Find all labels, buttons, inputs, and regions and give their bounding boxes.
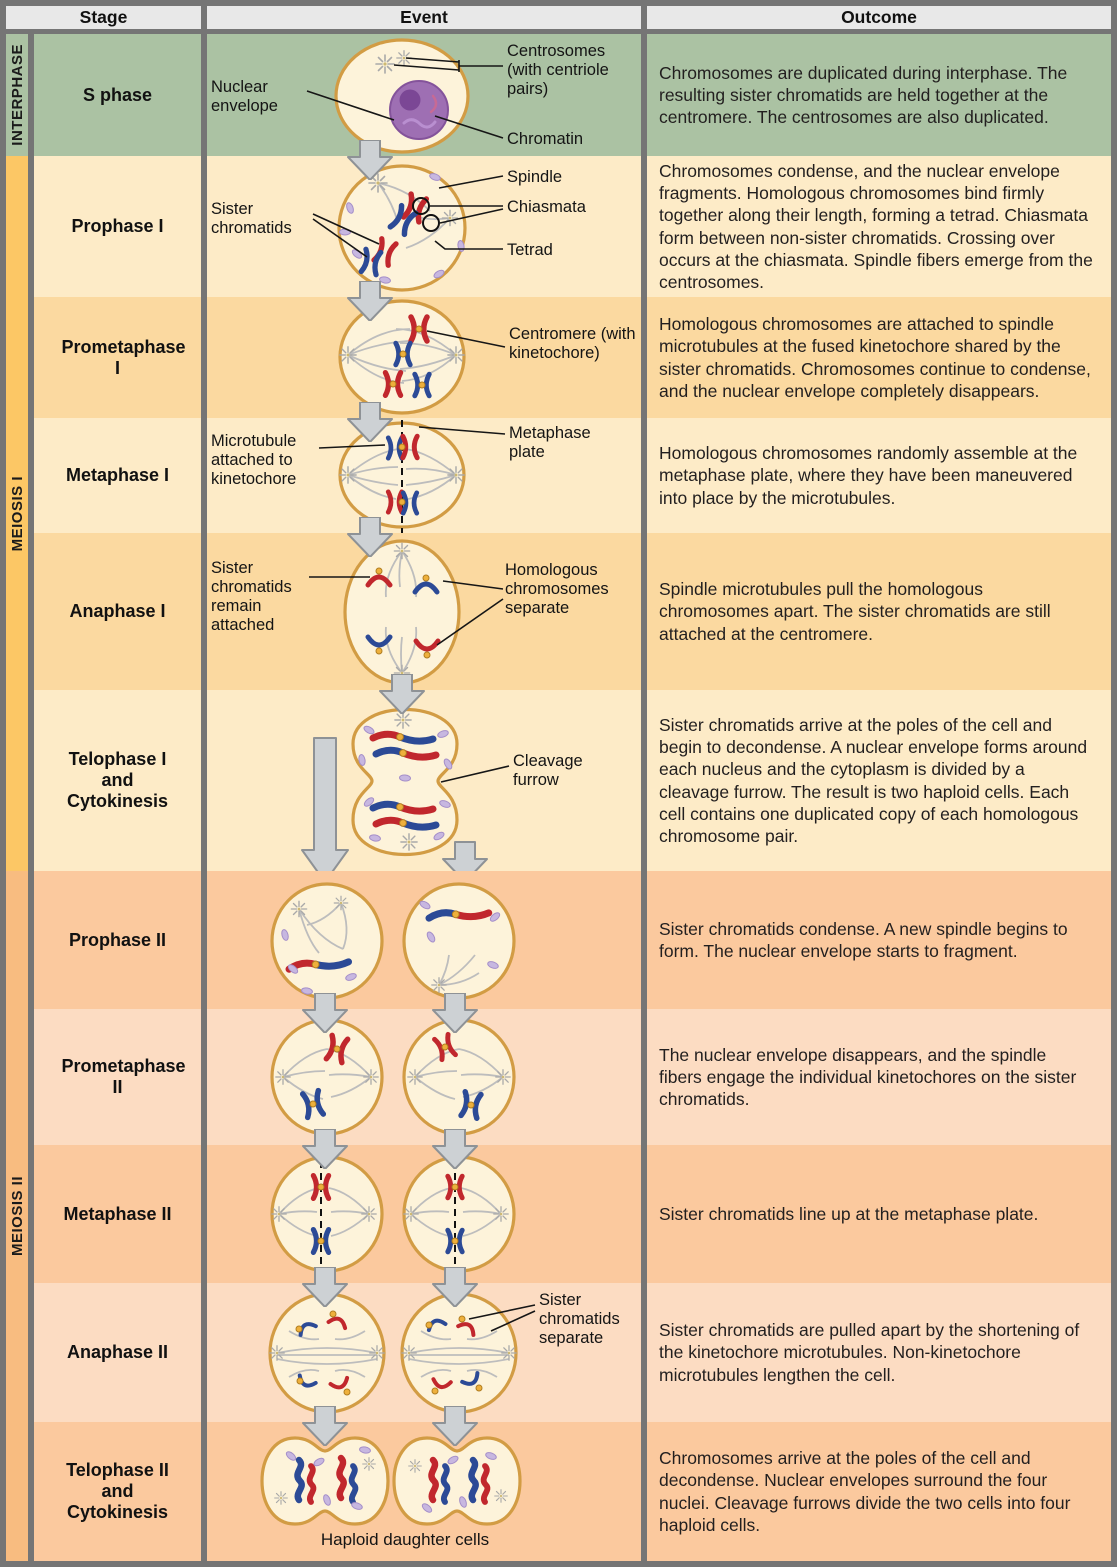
- stage-prometaphase-2: Prometaphase II: [34, 1009, 201, 1145]
- stage-anaphase-1: Anaphase I: [34, 533, 201, 690]
- event-prophase-2: [207, 871, 641, 1009]
- outcome-anaphase-2: Sister chromatids are pulled apart by the shortening of the kinetochore microtubules. Non-kinetochore microtubules lengthen the cell.: [647, 1283, 1111, 1422]
- label-sister-chromatids: Sister chromatids: [211, 200, 292, 238]
- outcome-header-label: Outcome: [841, 7, 917, 27]
- outcome-prometaphase-2: The nuclear envelope disappears, and the spindle fibers engage the individual kinetochores on the sister chromatids.: [647, 1009, 1111, 1145]
- label-nuclear-envelope: Nuclear envelope: [211, 78, 278, 116]
- column-header-event: [207, 6, 641, 34]
- label-microtubule-kinetochore: Microtubule attached to kinetochore: [211, 432, 297, 489]
- meiosis1-label: MEIOSIS I: [8, 475, 26, 552]
- stage-metaphase-1: Metaphase I: [34, 418, 201, 533]
- arrow-down-icon: [432, 993, 478, 1038]
- arrow-down-icon: [432, 1267, 478, 1312]
- event-header-label: Event: [400, 7, 448, 27]
- label-cleavage-furrow: Cleavage furrow: [513, 752, 583, 790]
- event-anaphase-2: [207, 1283, 641, 1422]
- stage-telophase-1: Telophase I and Cytokinesis: [34, 690, 201, 871]
- stage-prophase-1: Prophase I: [34, 156, 201, 297]
- outcome-prophase-2: Sister chromatids condense. A new spindle begins to form. The nuclear envelope starts to fragment.: [647, 871, 1111, 1009]
- arrow-down-icon: [347, 517, 393, 562]
- arrow-down-icon: [302, 1129, 348, 1174]
- stage-s-phase: S phase: [34, 34, 201, 156]
- outcome-s-phase: Chromosomes are duplicated during interphase. The resulting sister chromatids are held together at the centromere. The centrosomes are also duplicated.: [647, 34, 1111, 156]
- meiosis1-strip: [6, 156, 28, 871]
- event-metaphase-2: [207, 1145, 641, 1283]
- outcome-prometaphase-1: Homologous chromosomes are attached to spindle microtubules at the fused kinetochore shared by the sister chromatids. Chromosomes continue to condense, and the nuclear envelope completely disappears.: [647, 297, 1111, 418]
- event-s-phase: [207, 34, 641, 156]
- label-sister-chromatids-separate: Sister chromatids separate: [539, 1291, 620, 1348]
- arrow-down-icon: [302, 993, 348, 1038]
- outcome-metaphase-1: Homologous chromosomes randomly assemble at the metaphase plate, where they have been maneuvered into place by the microtubules.: [647, 418, 1111, 533]
- label-chiasmata: Chiasmata: [507, 198, 586, 216]
- interphase-label: INTERPHASE: [8, 44, 26, 146]
- stage-telophase-2: Telophase II and Cytokinesis: [34, 1422, 201, 1561]
- label-metaphase-plate: Metaphase plate: [509, 424, 591, 462]
- interphase-strip: [6, 34, 28, 156]
- arrow-down-icon: [432, 1129, 478, 1174]
- event-anaphase-1: [207, 533, 641, 690]
- event-telophase-2: [207, 1422, 641, 1561]
- outcome-anaphase-1: Spindle microtubules pull the homologous chromosomes apart. The sister chromatids are still attached at the centromere.: [647, 533, 1111, 690]
- outcome-prophase-1: Chromosomes condense, and the nuclear envelope fragments. Homologous chromosomes bind firmly together along their length, forming a tetrad. Chiasmata form between non-sister chromatids. Crossing over occurs at the chiasmata. Spindle fibers emerge from the centrosomes.: [647, 156, 1111, 297]
- arrow-long-down-icon: [302, 738, 348, 882]
- outcome-telophase-1: Sister chromatids arrive at the poles of the cell and begin to decondense. A nuclear envelope forms around each nucleus and the cytoplasm is divided by a cleavage furrow. The result is two haploid cells. Each cell contains one duplicated copy of each homologous chromosome pair.: [647, 690, 1111, 871]
- arrow-down-icon: [302, 1406, 348, 1451]
- outcome-metaphase-2: Sister chromatids line up at the metaphase plate.: [647, 1145, 1111, 1283]
- stage-prometaphase-1: Prometaphase I: [34, 297, 201, 418]
- event-metaphase-1: [207, 418, 641, 533]
- arrow-down-icon: [347, 140, 393, 185]
- label-centrosomes: Centrosomes (with centriole pairs): [507, 42, 609, 99]
- arrow-down-icon: [432, 1406, 478, 1451]
- label-homologous-separate: Homologous chromosomes separate: [505, 561, 609, 618]
- meiosis2-label: MEIOSIS II: [8, 1175, 26, 1256]
- arrow-down-icon: [347, 281, 393, 326]
- label-centromere: Centromere (with kinetochore): [509, 325, 636, 363]
- label-sister-chromatids-remain: Sister chromatids remain attached: [211, 559, 292, 635]
- arrow-down-icon: [302, 1267, 348, 1312]
- prophase-2-cells-diagram: [207, 871, 641, 1009]
- label-chromatin: Chromatin: [507, 130, 584, 148]
- haploid-daughter-cells-caption: Haploid daughter cells: [320, 1530, 490, 1549]
- event-telophase-1: [207, 690, 641, 871]
- stage-metaphase-2: Metaphase II: [34, 1145, 201, 1283]
- stage-header-label: Stage: [79, 7, 128, 27]
- meiosis2-strip: [6, 871, 28, 1561]
- label-tetrad: Tetrad: [507, 241, 553, 259]
- metaphase-2-cells-diagram: [207, 1145, 641, 1283]
- arrow-down-icon: [379, 674, 425, 719]
- stage-prophase-2: Prophase II: [34, 871, 201, 1009]
- column-header-outcome: [647, 6, 1111, 34]
- event-prophase-1: [207, 156, 641, 297]
- column-header-stage: [6, 6, 201, 34]
- event-prometaphase-1: [207, 297, 641, 418]
- outcome-telophase-2: Chromosomes arrive at the poles of the cell and decondense. Nuclear envelopes surround the four nuclei. Cleavage furrows divide the two cells into four haploid cells.: [647, 1422, 1111, 1561]
- label-spindle: Spindle: [507, 168, 563, 186]
- arrow-down-icon: [347, 402, 393, 447]
- prometaphase-2-cells-diagram: [207, 1009, 641, 1145]
- event-prometaphase-2: [207, 1009, 641, 1145]
- stage-anaphase-2: Anaphase II: [34, 1283, 201, 1422]
